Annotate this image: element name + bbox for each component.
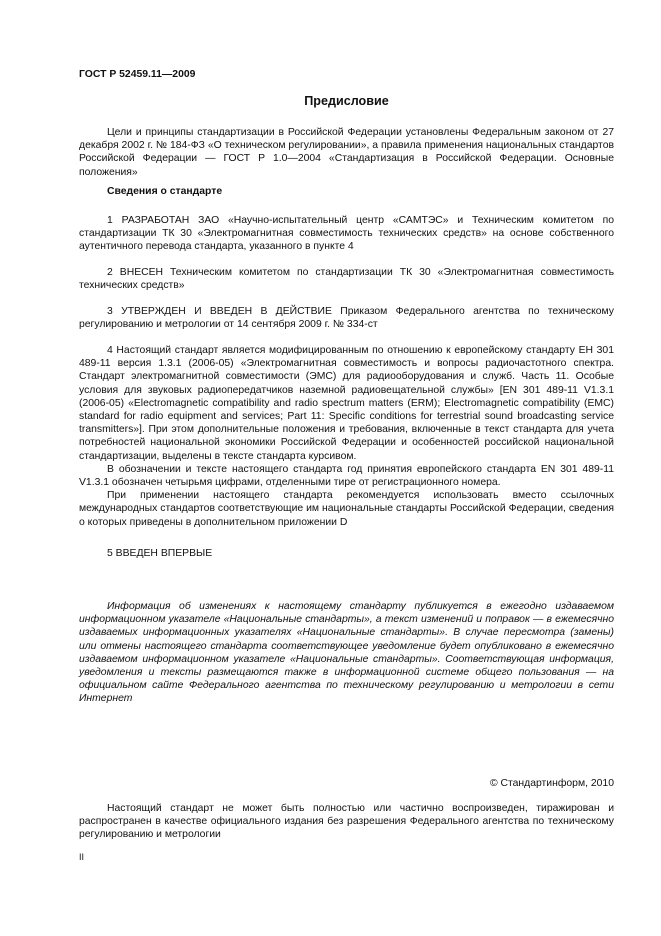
item-4-block [79,344,614,529]
page-number: II [79,852,85,862]
copyright: © Стандартинформ, 2010 [489,778,614,789]
item-3: 3 УТВЕРЖДЕН И ВВЕДЕН В ДЕЙСТВИЕ Приказом Федерального агентства по техническому регулированию и метрологии от 14 сентября 2009 г. № 334-ст [79,306,614,331]
notice-block [79,600,614,706]
info-heading: Сведения о стандарте [107,186,223,197]
notice-paragraph: Информация об изменениях к настоящему стандарту публикуется в ежегодно издаваемом информационном указателе «Национальные стандарты», а текст изменений и поправок — в ежемесячно издаваемых информационных указателях «Национальные стандарты». В случае пересмотра (замены) или отмены настоящего стандарта соответствующее уведомление будет опубликовано в ежемесячно издаваемом информационном указателе «Национальные стандарты». Соответствующая информация, уведомления и тексты размещаются также в информационной системе общего пользования — на официальном сайте Федерального агентства по техническому регулированию и метрологии в сети Интернет [79,601,614,705]
standard-code: ГОСТ Р 52459.11—2009 [79,69,196,80]
item-5: 5 ВВЕДЕН ВПЕРВЫЕ [107,548,213,559]
item-3-block [79,305,614,331]
item-4-paragraph: 4 Настоящий стандарт является модифицированным по отношению к европейскому стандарту ЕН 301 489-11 версия 1.3.1 (2006-05) «Электромагнитная совместимость и вопросы радиочастотного спектра. Стандарт электромагнитной совместимости (ЭМС) для радиооборудования и служб. Часть 11. Особые условия для звуковых радиопередатчиков наземной радиовещательной службы» [EN 301 489-11 V1.3.1 (2006-05) «Electromagnetic compatibility and radio spectrum matters (ERM); Electromagnetic compatibility (EMC) standard for radio equipment and services; Part 11: Specific conditions for terrestrial sound broadcasting service transmitters»]. При этом дополнительные положения и требования, включенные в текст стандарта для учета потребностей национальной экономики Российской Федерации и особенностей российской национальной стандартизации, выделены в тексте стандарта курсивом. [79,345,614,462]
reproduction-paragraph: Настоящий стандарт не может быть полностью или частично воспроизведен, тиражирован и распространен в качестве официального издания без разрешения Федерального агентства по техническому регулированию и метрологии [79,803,614,841]
intro-paragraph: Цели и принципы стандартизации в Российской Федерации установлены Федеральным законом от 27 декабря 2002 г. № 184-ФЗ «О техническом регулировании», а правила применения национальных стандартов Российской Федерации — ГОСТ Р 1.0—2004 «Стандартизация в Российской Федерации. Основные положения» [79,127,614,178]
item-1: 1 РАЗРАБОТАН ЗАО «Научно-испытательный центр «САМТЭС» и Техническим комитетом по стандартизации ТК 30 «Электромагнитная совместимость технических средств» на основе собственного аутентичного перевода стандарта, указанного в пункте 4 [79,215,614,253]
item-2: 2 ВНЕСЕН Техническим комитетом по стандартизации ТК 30 «Электромагнитная совместимость технических средств» [79,267,614,292]
item-5-block [79,547,614,560]
item-4-references-paragraph: При применении настоящего стандарта рекомендуется использовать вместо ссылочных международных стандартов соответствующие им национальные стандарты Российской Федерации, сведения о которых приведены в дополнительном приложении D [79,490,614,528]
page-title: Предисловие [304,94,389,108]
item-4-designation-paragraph: В обозначении и тексте настоящего стандарта год принятия европейского стандарта EN 301 489-11 V1.3.1 обозначен четырьмя цифрами, отделенными тире от регистрационного номера. [79,463,614,489]
item-2-block [79,266,614,292]
intro-block [79,126,614,179]
item-1-block [79,214,614,254]
reproduction-block [79,802,614,842]
